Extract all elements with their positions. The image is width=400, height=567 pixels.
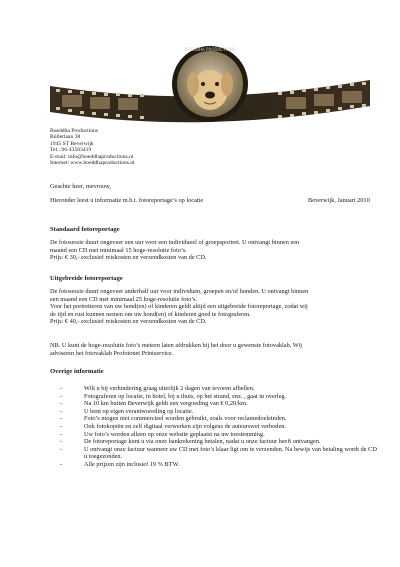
paragraph-line: De fotosessie duurt ongeveer een uur voor een individueel of groepsportret. U ontvangt binnen een: [50, 239, 300, 246]
section-heading-overige: Overige informatie: [50, 368, 104, 375]
logo-film-strip-graphic: [50, 40, 370, 128]
company-phone: Tel.: 06-43583419: [50, 147, 92, 154]
paragraph-line: een maand een CD met minimaal 25 hoge-resolutie foto’s.: [50, 295, 198, 303]
list-item: - U ontvangt onze factuur wanneer uw CD met foto’s klaar ligt om te verzenden. Na bewijs van betaling wordt de CD u toegezonden.: [60, 445, 377, 461]
company-city: 1945 ST Beverwijk: [50, 140, 94, 147]
company-street: Büllerlaan 38: [50, 134, 81, 141]
intro-line: [50, 197, 380, 205]
paragraph-line: NB. U kunt de hoge-resolutie foto’s meteen laten afdrukken bij het door u gewenste fotovaklab. Wij: [50, 342, 302, 349]
nb-note: [50, 342, 380, 357]
section-heading-uitgebreid: Uitgebreide fotoreportage: [50, 275, 123, 282]
svg-text:BOEDDHA PRODUCTIONS: BOEDDHA PRODUCTIONS: [184, 47, 236, 52]
intro-text: Hieronder leest u informatie m.b.t. fotoreportage’s op locatie: [50, 197, 204, 204]
section-heading-standaard: Standaard fotoreportage: [50, 226, 120, 233]
list-item: - Alle prijzen zijn inclusief 19 % BTW.: [60, 460, 180, 468]
paragraph-line: Voor het portretteren van uw hond(en) of kinderen geldt altijd een uitgebreide fotoreportage, zodat wij: [50, 303, 308, 311]
greeting: Geachte heer, mevrouw,: [50, 183, 111, 190]
list-item: - Ook fotokopiën en zelf digitaal verwerken zijn volgens de auteurswet verboden.: [60, 422, 286, 430]
list-item: - Uw foto’s worden alleen op onze website geplaatst na uw toestemming.: [60, 430, 265, 438]
list-item: - Fotograferen op locatie, in hotel, bij u thuis, op het strand, enz. , gaat in overleg.: [60, 392, 287, 400]
boeddha-productions-logo: [50, 40, 370, 128]
list-item: - De fotoreportage kunt u via onze bankrekening betalen, nadat u onze factuur heeft ontvangen.: [60, 438, 321, 446]
price-line: Prijs: € 40,- exclusief reiskosten en verzendkosten van de CD.: [50, 318, 207, 326]
price-line: Prijs: € 30,- exclusief reiskosten en verzendkosten van de CD.: [50, 254, 207, 262]
paragraph-line: adviseren het fotovaklab Profotonet Printservice.: [50, 349, 174, 357]
overige-list: [60, 385, 380, 469]
company-name: Boeddha Productions: [50, 128, 99, 134]
company-address: [50, 128, 380, 166]
list-item: - Foto’s mogen niet commercieel worden gebruikt, zoals voor reclamedoeleinden.: [60, 415, 287, 423]
list-item: - Na 10 km buiten Beverwijk geldt een vergoeding van € 0,20/km.: [60, 400, 248, 408]
paragraph-line: de tijd en rust kunnen nemen om uw hond(en) of kinderen goed te fotograferen.: [50, 310, 251, 318]
letter-date: Beverwijk, Januari 2010: [308, 197, 370, 204]
paragraph-line: maand een CD met minimaal 15 hoge-resolutie foto’s.: [50, 246, 187, 254]
company-website-link[interactable]: Internet: www.boeddhaproductions.nl: [50, 160, 135, 167]
section-body-uitgebreid: [50, 288, 380, 326]
company-email-link[interactable]: E-mail: info@boeddhaproductions.nl: [50, 153, 134, 160]
list-item: - Wilt u bij verhindering graag uiterlijk 2 dagen van tevoren afbellen.: [60, 385, 255, 392]
paragraph-line: De fotosessie duurt ongeveer anderhalf uur voor individuen, groepen en/of honden. U ontvangt binnen: [50, 288, 309, 295]
list-item: - U bent op eigen verantwoording op locatie.: [60, 407, 194, 415]
section-body-standaard: [50, 239, 380, 262]
